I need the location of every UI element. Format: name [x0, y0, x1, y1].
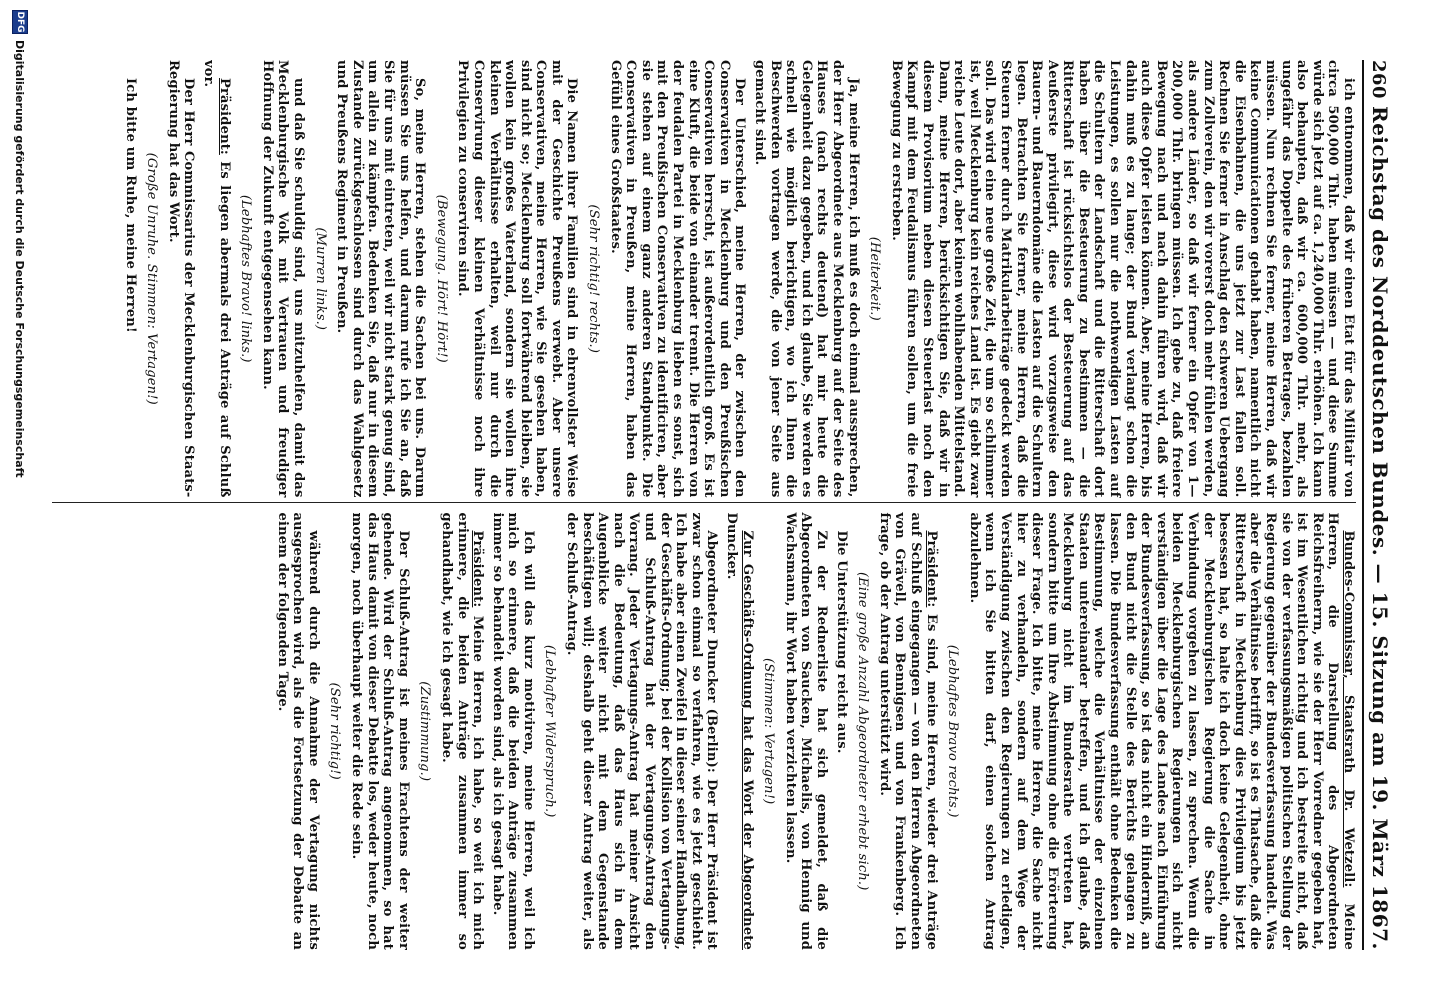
- column-divider: [52, 502, 1356, 513]
- digitization-footer: [8, 0, 32, 1000]
- text-paragraph: So, meine Herren, stehen die Sachen bei uns. Darum müssen Sie uns helfen, und darum rufe ich Sie an, daß Sie für uns mit eintreten, weil wir nicht stark genug sind, um allein zu kämpfen. Bedenken Sie, daß nur in diesem Zustande zurückgeschlossen sind durch das Wahlgesetz und Preußens Regiment in Preußen.: [334, 60, 428, 498]
- text-paragraph: Ich bitte um Ruhe, meine Herren!: [122, 78, 138, 333]
- stage-direction: (Murren links.): [312, 227, 328, 331]
- speaker-name: Präsident:: [470, 530, 486, 608]
- speech-text: Duncker.: [724, 512, 740, 580]
- text-paragraph: Der Herr Commissarius der Mecklenburgischen Staats-Regierung hat das Wort.: [165, 60, 197, 498]
- text-paragraph: Die Unterstützung reicht aus.: [833, 530, 849, 754]
- page-title: Reichstag des Norddeutschen Bundes. — 15. Sitzung am 19. März 1867.: [1368, 105, 1392, 950]
- text-paragraph: Ich will das kurz motiviren, meine Herren, weil ich mich so erinnere, daß die beiden Anträge zusammen immer so behandelt worden sind, als ich gesagt habe.: [489, 512, 536, 950]
- speaker-name: Präsident:: [923, 530, 939, 608]
- speaker-paragraph: [200, 60, 231, 498]
- text-paragraph: Die Namen ihrer Familien sind in ehrenvollster Weise mit der Geschichte Preußens verwebt. Aber unsere Conservativen, meine Herren, wie Sie gesehen haben, sind nicht so; Mecklenburg soll fortwährend bleiben, sie wollen kein großes Vaterland, sondern sie wollen ihre kleinen Verhältnisse erhalten, weil nur durch die Conservirung dieser kleinen Verhältnisse noch ihre Privilegien zu conserviren sind.: [455, 60, 580, 498]
- running-header: [1362, 60, 1392, 950]
- scanned-page: [52, 60, 1392, 950]
- speaker-paragraph: [876, 512, 938, 950]
- digitization-credit: Digitalisierung gefördert durch die Deutsche Forschungsgemeinschaft: [13, 40, 27, 478]
- text-paragraph: Der Schluß-Antrag ist meines Erachtens der weiter gehende. Wird der Schluß-Antrag angenommen, so hat das Haus damit von dieser Debatte los, weder heute, noch morgen, noch überhaupt weiter die Rede sein.: [348, 512, 411, 950]
- text-paragraph: Ja, meine Herren, ich muß es doch einmal aussprechen, der Herr Abgeordnete aus Mecklenburg auf der Seite des Hauses (nach rechts deutend) hat mir heute die Gelegenheit dazu gegeben, und ich glaube, Sie werden es schnell wie möglich berichtigen, wo ich Ihnen die Beschwerden vortragen werde, die von jener Seite aus gemacht sind.: [752, 60, 861, 498]
- text-paragraph: und daß Sie schuldig sind, uns mitzuhelfen, damit das Mecklenburgische Volk mit Vertrauen und freudiger Hoffnung der Zukunft entgegensehen kann.: [259, 60, 306, 498]
- stage-direction: (Heiterkeit.): [867, 236, 883, 321]
- text-paragraph: Der Unterschied, meine Herren, der zwischen den Conservativen in Mecklenburg und den Preußischen Conservativen herrscht, ist außerordentlich groß. Es ist eine Kluft, die beide von einander trennt. Die Herren von der feudalen Partei in Mecklenburg lieben es sonst, sich mit den Preußischen Conservativen zu identificiren, aber sie stehen auf einem ganz anderen Standpunkte. Die Conservativen in Preußen, meine Herren, haben das Gefühl eines Großstaates.: [607, 60, 748, 498]
- right-column: [52, 512, 1356, 950]
- text-paragraph: Abgeordneter Duncker (Berlin): Der Herr Präsident ist zwar schon einmal so verfahren, wie es jetzt geschieht. Ich habe aber einen Zweifel in dieser seiner Handhabung, der Geschäfts-Ordnung; bei der Kollision von Vertagungs- und Schluß-Antrag hat der Vertagungs-Antrag den Vorrang. Jeder Vertagungs-Antrag hat meiner Ansicht nach die Bedeutung, daß das Haus sich in dem Augenblicke weiter nicht mit dem Gegenstande beschäftigen will; deshalb geht dieser Antrag weiter, als der Schluß-Antrag.: [564, 512, 720, 950]
- speaker-name: Zur Geschäfts-Ordnung hat das Wort der Abgeordnete: [739, 530, 755, 950]
- speech-text: Meine Herren, ich habe, so weit ich mich erinnere, die beiden Anträge zusammen immer so gehandhabt, wie ich gesagt habe.: [438, 512, 486, 950]
- speech-text: Es sind, meine Herren, wieder drei Anträge auf Schluß eingegangen — von den Herren Abgeordneten von Grävell, von Bennigsen und von Frankenberg. Ich frage, ob der Antrag unterstützt wird.: [876, 512, 939, 950]
- speaker-paragraph: [438, 512, 485, 950]
- stage-direction: (Zustimmung.): [417, 681, 433, 782]
- left-column: [52, 60, 1356, 498]
- dfg-logo: DFG: [12, 10, 28, 34]
- text-paragraph: Zu der Rednerliste hat sich gemeldet, daß die Abgeordneten von Saucken, Michaelis, von Hennig und Wachsmann, ihr Wort haben verzichten lassen.: [782, 512, 829, 950]
- stage-direction: (Lebhafter Widerspruch.): [542, 644, 558, 818]
- stage-direction: (Eine große Anzahl Abgeordneter erhebt sich.): [855, 571, 871, 891]
- speech-text: Meine Herren, die Darstellung des Abgeordneten Reichsfreiherrn, wie sie der Herr Vorredner gegeben hat, ist im Wesentlichen richtig und ich bestreite nicht, daß sie von der verfassungsmäßigen politischen Stellung der Regierung gegenüber der Bundesverfassung handelt. Was aber die Verhältnisse betrifft, so ist es Thatsache, daß die Ritterschaft in Mecklenburg dies Privilegium bis jetzt besessen hat, so halte ich doch keine Gelegenheit, ohne der Mecklenburgischen Regierung die Sache in Verbindung vorgehen zu lassen, zu sprechen. Wenn die beiden Mecklenburgischen Regierungen sich nicht verständigen über die Lage des Landes nach Einführung der Bundesverfassung, so ist das nicht ein Hinderniß, an den Bund nicht die Stelle des Berichts gelangen zu lassen. Die Bundesverfassung enthält ohne Bedenken die Bestimmung, welche die Verhältnisse der einzelnen Staaten untereinander betreffen, und ich glaube, daß Mecklenburg nicht im Bundesrathe vertreten hat, sondern bitte um Ihre Abstimmung ohne die Erörterung dieser Frage. Ich bitte, meine Herren, die Sache nicht hier zu verhandeln, sondern auf dem Wege der Verständigung zwischen den Regierungen zu erledigen, wenn ich Sie bitten darf, einen solchen Antrag abzulehnen.: [966, 512, 1356, 950]
- stage-direction: (Lebhaftes Bravo! links.): [238, 194, 254, 363]
- stage-direction: (Sehr richtig!): [327, 682, 343, 780]
- text-columns: [52, 60, 1356, 950]
- page-number: 260: [1368, 60, 1389, 100]
- stage-direction: (Große Unruhe. Stimmen: Vertagen!): [144, 152, 160, 405]
- stage-direction: (Sehr richtig! rechts.): [586, 204, 602, 354]
- speaker-paragraph: [966, 512, 1356, 950]
- speaker-name: Präsident:: [216, 78, 232, 155]
- speaker-paragraph: [723, 512, 754, 950]
- speaker-name: Bundes-Commissar, Staatsrath Dr. Wetzell:: [1341, 530, 1356, 888]
- stage-direction: (Stimmen: Vertagen!): [761, 658, 777, 805]
- stage-direction: (Bewegung. Hört! Hört!): [433, 194, 449, 363]
- text-paragraph: ich entnommen, daß wir einen Etat für das Militair von circa 500,000 Thlr. haben müssen — und diese Summe würde sich jetzt auf ca. 1,240,000 Thlr. erhöhen. Ich kann also behaupten, daß wir ca. 600,000 Thlr. mehr, als ungefähr das Doppelte des früheren Betrages, bezahlen müssen. Nun rechnen Sie ferner, meine Herren, daß wir keine Communicationen gehabt haben, namentlich nicht die Eisenbahnen, die uns jetzt zur Last fallen soll. Rechnen Sie ferner in Anschlag den schweren Uebergang zum Zollverein, den wir vorerst doch mehr fühlen werden, als andere Länder, so daß wir ferner ein Opfer von 1—200,000 Thlr. bringen müssen. Ich gebe zu, daß freiere Bewegung nach und nach dahin führen wird, daß wir auch diese Opfer leisten können. Aber, meine Herren, bis dahin muß es zu lange; der Bund verlangt schon die Leistungen, es sollen nur die nothwendigen Lasten auf die Schultern der Landschaft und die Ritterschaft dort haben über die Besteuerung zu bestimmen — die Ritterschaft ist rücksichtslos der Besteuerung auf das Aeußerste privilegirt, diese wird vorzugsweise den Bauern- und Bauerndomäne die Lasten auf die Schultern legen. Betrachten Sie ferner, meine Herren, daß die Steuern ferner durch Matrikularbeiträge gedeckt werden soll. Das wird eine neue große Zeit, die um so schlimmer ist, weil Mecklenburg kein reiches Land ist. Es giebt zwar reiche Leute dort, aber keinen wohlhabenden Mittelstand. Dann, meine Herren, berücksichtigen Sie, daß wir in diesem Provisorium neben diesen Steuerlast noch den Kampf mit dem Feudalismus führen sollen, um die freie Bewegung zu erstreben.: [888, 60, 1356, 498]
- stage-direction: (Lebhaftes Bravo rechts.): [945, 644, 961, 818]
- speech-text: Es liegen abermals drei Anträge auf Schluß vor.: [201, 60, 232, 498]
- text-paragraph: während durch die Annahme der Vertagung nichts ausgesprochen wird, als die Fortsetzung der Debatte an einem der folgenden Tage.: [274, 512, 321, 950]
